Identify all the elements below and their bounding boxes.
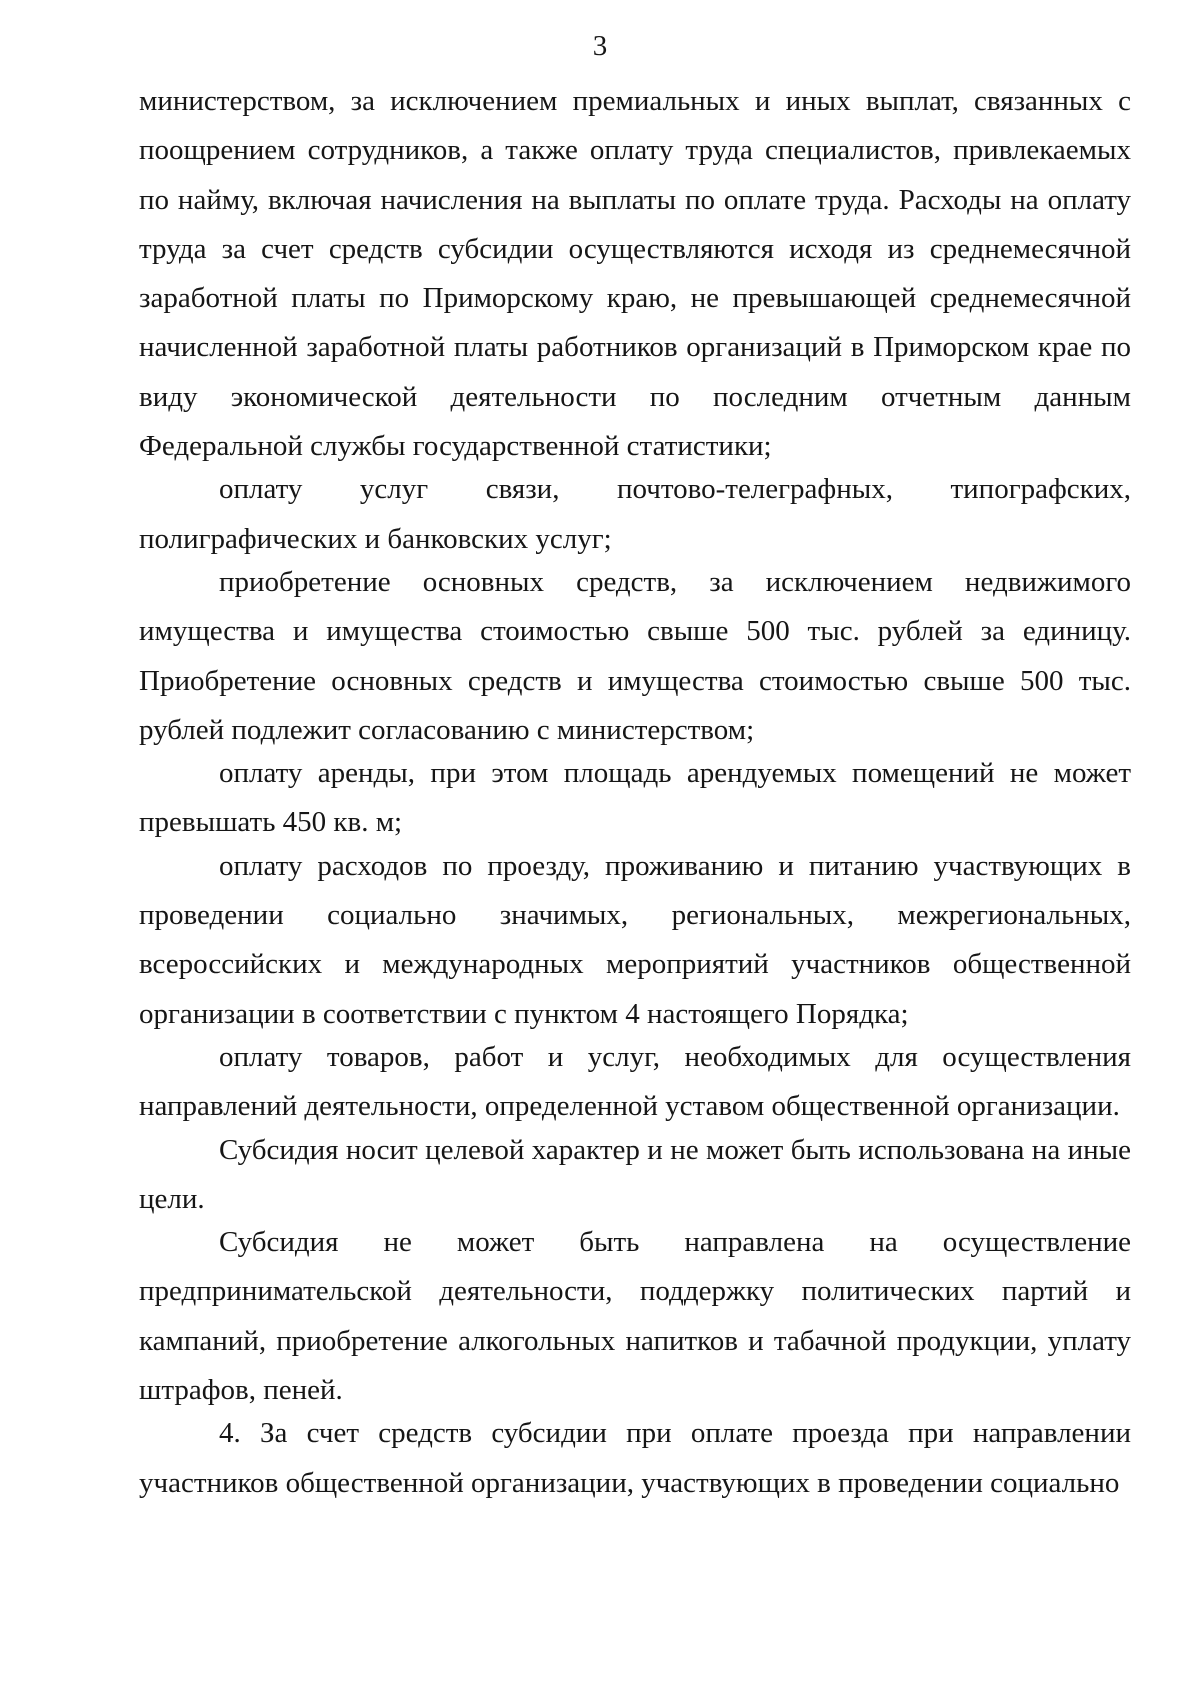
paragraph-restrictions: Субсидия не может быть направлена на осуществление предпринимательской деятельности, поддержку политических партий и кампаний, приобретение алкогольных напитков и табачной продукции, уплату штрафов, пеней. [139, 1226, 1131, 1407]
document-body [139, 77, 1131, 1502]
paragraph-goods-works-services: оплату товаров, работ и услуг, необходимых для осуществления направлений деятельности, определенной уставом общественной организации. [139, 1040, 1131, 1123]
paragraph-rent: оплату аренды, при этом площадь арендуемых помещений не может превышать 450 кв. м; [139, 757, 1131, 839]
paragraph-targeted-purpose: Субсидия носит целевой характер и не может быть использована на иные цели. [139, 1133, 1131, 1215]
paragraph-travel-expenses: оплату расходов по проезду, проживанию и питанию участвующих в проведении социально значимых, региональных, межрегиональных, всероссийских и международных мероприятий участников общественной организации в соответствии с пунктом 4 настоящего Порядка; [139, 849, 1131, 1030]
paragraph-communication-services: оплату услуг связи, почтово-телеграфных, типографских, полиграфических и банковских услуг; [139, 473, 1131, 555]
paragraph-labor-costs: министерством, за исключением премиальных и иных выплат, связанных с поощрением сотрудников, а также оплату труда специалистов, привлекаемых по найму, включая начисления на выплаты по оплате труда. Расходы на оплату труда за счет средств субсидии осуществляются исходя из среднемесячной заработной платы по Приморскому краю, не превышающей среднемесячной начисленной заработной платы работников организаций в Приморском крае по виду экономической деятельности по последним отчетным данным Федеральной службы государственной статистики; [139, 85, 1131, 463]
page-number: 3 [592, 30, 608, 62]
paragraph-fixed-assets: приобретение основных средств, за исключением недвижимого имущества и имущества стоимостью свыше 500 тыс. рублей за единицу. Приобретение основных средств и имущества стоимостью свыше 500 тыс. рублей подлежит согласованию с министерством; [139, 565, 1131, 746]
paragraph-item-4: 4. За счет средств субсидии при оплате проезда при направлении участников общественной организации, участвующих в проведении социально [139, 1417, 1131, 1499]
